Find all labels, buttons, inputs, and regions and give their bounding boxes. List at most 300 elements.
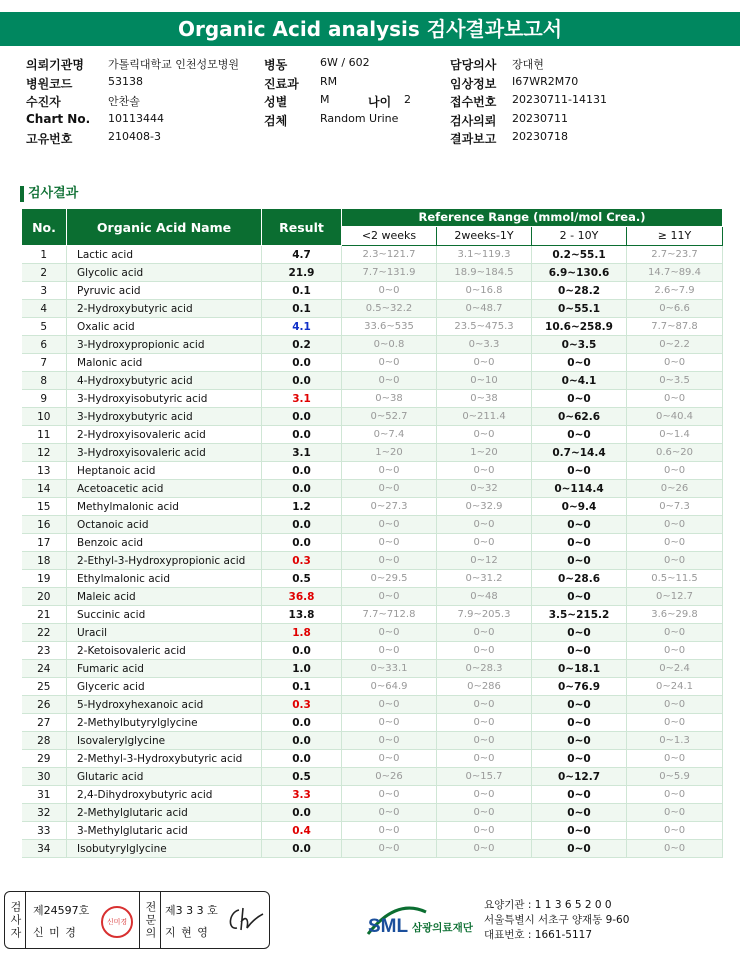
range-11y-plus: 0~24.1 — [627, 678, 723, 696]
range-2weeks-1y: 0~0 — [437, 462, 532, 480]
row-number: 16 — [22, 516, 67, 534]
range-2-10y: 0.7~14.4 — [532, 444, 627, 462]
dept-label: 진료과 — [264, 76, 299, 91]
result-value: 0.0 — [262, 732, 342, 750]
row-number: 6 — [22, 336, 67, 354]
result-rows — [22, 246, 723, 858]
range-11y-plus: 0~0 — [627, 804, 723, 822]
table-row — [22, 516, 723, 534]
acid-name: 2-Hydroxybutyric acid — [67, 300, 262, 318]
range-11y-plus: 0.6~20 — [627, 444, 723, 462]
row-number: 33 — [22, 822, 67, 840]
result-value: 0.0 — [262, 534, 342, 552]
acid-name: Oxalic acid — [67, 318, 262, 336]
table-row — [22, 282, 723, 300]
ward-value: 6W / 602 — [320, 56, 370, 69]
range-2-10y: 0~0 — [532, 696, 627, 714]
acid-name: Benzoic acid — [67, 534, 262, 552]
result-value: 0.3 — [262, 552, 342, 570]
lab-phone: 대표번호 : 1661-5117 — [484, 929, 593, 941]
range-11y-plus: 14.7~89.4 — [627, 264, 723, 282]
range-under-2-weeks: 0~0 — [342, 840, 437, 858]
range-11y-plus: 0~0 — [627, 714, 723, 732]
row-number: 23 — [22, 642, 67, 660]
header-2weeks-1y: 2weeks-1Y — [437, 226, 532, 245]
header-2-10y: 2 - 10Y — [532, 226, 627, 245]
range-2-10y: 0~0 — [532, 714, 627, 732]
range-11y-plus: 0~2.2 — [627, 336, 723, 354]
range-11y-plus: 0~0 — [627, 822, 723, 840]
range-2weeks-1y: 0~16.8 — [437, 282, 532, 300]
table-row — [22, 426, 723, 444]
result-value: 21.9 — [262, 264, 342, 282]
table-row — [22, 840, 723, 858]
chart-label: Chart No. — [26, 111, 91, 126]
range-11y-plus: 0~0 — [627, 534, 723, 552]
range-under-2-weeks: 0~0 — [342, 750, 437, 768]
table-row — [22, 552, 723, 570]
range-2-10y: 6.9~130.6 — [532, 264, 627, 282]
institution-code: 요양기관 : 1 1 3 6 5 2 0 0 — [484, 899, 612, 911]
range-11y-plus: 0.5~11.5 — [627, 570, 723, 588]
range-11y-plus: 0~26 — [627, 480, 723, 498]
acid-name: 2-Hydroxyisovaleric acid — [67, 426, 262, 444]
range-2weeks-1y: 0~32.9 — [437, 498, 532, 516]
report-title: Organic Acid analysis 검사결과보고서 — [0, 12, 740, 46]
acid-name: Fumaric acid — [67, 660, 262, 678]
table-row — [22, 822, 723, 840]
range-2weeks-1y: 0~38 — [437, 390, 532, 408]
range-2weeks-1y: 0~0 — [437, 642, 532, 660]
range-2-10y: 0~114.4 — [532, 480, 627, 498]
range-11y-plus: 0~6.6 — [627, 300, 723, 318]
range-under-2-weeks: 0~0 — [342, 534, 437, 552]
result-value: 0.0 — [262, 516, 342, 534]
table-row — [22, 588, 723, 606]
result-value: 3.1 — [262, 390, 342, 408]
range-2weeks-1y: 0~48 — [437, 588, 532, 606]
range-2-10y: 0~0 — [532, 534, 627, 552]
range-2-10y: 0~0 — [532, 462, 627, 480]
range-under-2-weeks: 0~0 — [342, 462, 437, 480]
range-2-10y: 0~0 — [532, 822, 627, 840]
range-2weeks-1y: 0~0 — [437, 714, 532, 732]
range-11y-plus: 0~0 — [627, 624, 723, 642]
request-label: 검사의뢰 — [450, 113, 497, 128]
range-under-2-weeks: 1~20 — [342, 444, 437, 462]
range-2weeks-1y: 0~28.3 — [437, 660, 532, 678]
code-label: 병원코드 — [26, 76, 73, 91]
signature-icon — [225, 904, 265, 936]
range-under-2-weeks: 0~0 — [342, 696, 437, 714]
acid-name: Pyruvic acid — [67, 282, 262, 300]
row-number: 1 — [22, 246, 67, 264]
code-value: 53138 — [108, 74, 143, 88]
header-11y-plus: ≥ 11Y — [627, 226, 723, 245]
patient-info — [26, 56, 726, 149]
range-2weeks-1y: 7.9~205.3 — [437, 606, 532, 624]
range-2-10y: 0~28.6 — [532, 570, 627, 588]
range-11y-plus: 0~0 — [627, 642, 723, 660]
name-value: 안찬솔 — [108, 95, 140, 108]
info-row-3 — [26, 93, 726, 112]
ward-label: 병동 — [264, 58, 288, 72]
table-row — [22, 498, 723, 516]
range-under-2-weeks: 0~26 — [342, 768, 437, 786]
row-number: 9 — [22, 390, 67, 408]
header-no: No. — [22, 209, 67, 246]
range-11y-plus: 0~2.4 — [627, 660, 723, 678]
range-under-2-weeks: 0~29.5 — [342, 570, 437, 588]
row-number: 17 — [22, 534, 67, 552]
hospital-label: 의뢰기관명 — [26, 58, 84, 72]
range-under-2-weeks: 0~7.4 — [342, 426, 437, 444]
report-value: 20230718 — [512, 130, 568, 143]
row-number: 11 — [22, 426, 67, 444]
range-under-2-weeks: 0~0 — [342, 786, 437, 804]
table-row — [22, 480, 723, 498]
range-2weeks-1y: 3.1~119.3 — [437, 246, 532, 264]
info-row-5 — [26, 130, 726, 149]
acid-name: 5-Hydroxyhexanoic acid — [67, 696, 262, 714]
range-11y-plus: 0~0 — [627, 552, 723, 570]
range-2-10y: 0~0 — [532, 588, 627, 606]
table-row — [22, 534, 723, 552]
header-under-2-weeks: <2 weeks — [342, 226, 437, 245]
table-row — [22, 696, 723, 714]
acid-name: 2-Methyl-3-Hydroxybutyric acid — [67, 750, 262, 768]
range-2-10y: 0~0 — [532, 840, 627, 858]
acid-name: Lactic acid — [67, 246, 262, 264]
range-2weeks-1y: 0~48.7 — [437, 300, 532, 318]
range-2weeks-1y: 23.5~475.3 — [437, 318, 532, 336]
range-2weeks-1y: 0~0 — [437, 822, 532, 840]
dept-value: RM — [320, 74, 338, 88]
hospital-value: 가톨릭대학교 인천성모병원 — [108, 58, 240, 71]
range-2weeks-1y: 0~0 — [437, 354, 532, 372]
range-under-2-weeks: 0~0 — [342, 732, 437, 750]
acid-name: Acetoacetic acid — [67, 480, 262, 498]
range-under-2-weeks: 0~0 — [342, 714, 437, 732]
tester-seal — [101, 906, 133, 938]
table-row — [22, 390, 723, 408]
specimen-label: 검체 — [264, 113, 288, 128]
result-value: 0.1 — [262, 300, 342, 318]
result-value: 0.0 — [262, 462, 342, 480]
result-value: 13.8 — [262, 606, 342, 624]
acid-name: 2,4-Dihydroxybutyric acid — [67, 786, 262, 804]
acid-name: 3-Hydroxypropionic acid — [67, 336, 262, 354]
range-11y-plus: 7.7~87.8 — [627, 318, 723, 336]
sml-logo-icon — [366, 904, 486, 940]
name-label: 수진자 — [26, 95, 61, 109]
table-row — [22, 444, 723, 462]
result-value: 0.0 — [262, 714, 342, 732]
range-2-10y: 0~12.7 — [532, 768, 627, 786]
row-number: 25 — [22, 678, 67, 696]
range-2-10y: 0~62.6 — [532, 408, 627, 426]
range-under-2-weeks: 7.7~131.9 — [342, 264, 437, 282]
result-value: 0.0 — [262, 408, 342, 426]
acid-name: Octanoic acid — [67, 516, 262, 534]
acid-name: Ethylmalonic acid — [67, 570, 262, 588]
range-2weeks-1y: 0~10 — [437, 372, 532, 390]
acid-name: 2-Methylglutaric acid — [67, 804, 262, 822]
header-name: Organic Acid Name — [67, 209, 262, 246]
range-11y-plus: 0~1.3 — [627, 732, 723, 750]
acid-name: Uracil — [67, 624, 262, 642]
range-2-10y: 0~0 — [532, 642, 627, 660]
result-value: 4.1 — [262, 318, 342, 336]
range-2-10y: 0~0 — [532, 390, 627, 408]
range-2weeks-1y: 0~3.3 — [437, 336, 532, 354]
row-number: 22 — [22, 624, 67, 642]
range-2weeks-1y: 0~0 — [437, 426, 532, 444]
range-under-2-weeks: 0.5~32.2 — [342, 300, 437, 318]
clinical-value: I67WR2M70 — [512, 74, 579, 88]
range-2weeks-1y: 1~20 — [437, 444, 532, 462]
acid-name: Glutaric acid — [67, 768, 262, 786]
row-number: 21 — [22, 606, 67, 624]
sex-label: 성별 — [264, 95, 288, 109]
range-under-2-weeks: 0~0 — [342, 822, 437, 840]
table-row — [22, 318, 723, 336]
range-under-2-weeks: 0~0 — [342, 588, 437, 606]
range-2-10y: 0~0 — [532, 804, 627, 822]
acid-name: 2-Methylbutyrylglycine — [67, 714, 262, 732]
table-row — [22, 714, 723, 732]
table-row — [22, 678, 723, 696]
range-11y-plus: 0~0 — [627, 786, 723, 804]
row-number: 24 — [22, 660, 67, 678]
table-row — [22, 336, 723, 354]
lab-address-block — [484, 898, 629, 943]
range-2weeks-1y: 0~0 — [437, 732, 532, 750]
info-row-2 — [26, 75, 726, 94]
sml-logo-text: SML — [368, 916, 409, 937]
table-row — [22, 300, 723, 318]
table-row — [22, 354, 723, 372]
table-row — [22, 804, 723, 822]
row-number: 10 — [22, 408, 67, 426]
lab-name: 삼광의료재단 — [412, 922, 473, 934]
range-under-2-weeks: 0~0 — [342, 642, 437, 660]
range-under-2-weeks: 0~0 — [342, 372, 437, 390]
row-number: 32 — [22, 804, 67, 822]
result-value: 0.0 — [262, 642, 342, 660]
result-value: 0.0 — [262, 804, 342, 822]
acid-name: Malonic acid — [67, 354, 262, 372]
result-value: 3.1 — [262, 444, 342, 462]
range-under-2-weeks: 2.3~121.7 — [342, 246, 437, 264]
result-value: 1.8 — [262, 624, 342, 642]
result-value: 0.4 — [262, 822, 342, 840]
range-under-2-weeks: 0~0 — [342, 354, 437, 372]
tester-seal-text: 신미경 — [106, 917, 128, 926]
result-value: 3.3 — [262, 786, 342, 804]
range-11y-plus: 0~7.3 — [627, 498, 723, 516]
range-2-10y: 0~18.1 — [532, 660, 627, 678]
range-2-10y: 0~28.2 — [532, 282, 627, 300]
range-2-10y: 0~0 — [532, 732, 627, 750]
table-row — [22, 768, 723, 786]
range-2weeks-1y: 0~0 — [437, 786, 532, 804]
clinical-label: 임상정보 — [450, 76, 497, 91]
table-row — [22, 786, 723, 804]
info-row-1 — [26, 56, 726, 75]
sex-value: M — [320, 93, 330, 106]
range-under-2-weeks: 33.6~535 — [342, 318, 437, 336]
range-11y-plus: 0~40.4 — [627, 408, 723, 426]
row-number: 20 — [22, 588, 67, 606]
range-11y-plus: 0~12.7 — [627, 588, 723, 606]
table-row — [22, 732, 723, 750]
range-11y-plus: 0~3.5 — [627, 372, 723, 390]
table-row — [22, 462, 723, 480]
age-value: 2 — [404, 93, 411, 106]
range-under-2-weeks: 0~38 — [342, 390, 437, 408]
range-2weeks-1y: 0~0 — [437, 840, 532, 858]
range-2-10y: 10.6~258.9 — [532, 318, 627, 336]
tester-name: 신 미 경 — [33, 926, 77, 939]
acid-name: 2-Ethyl-3-Hydroxypropionic acid — [67, 552, 262, 570]
row-number: 12 — [22, 444, 67, 462]
acid-name: 3-Hydroxyisobutyric acid — [67, 390, 262, 408]
result-value: 0.0 — [262, 840, 342, 858]
row-number: 7 — [22, 354, 67, 372]
range-2weeks-1y: 18.9~184.5 — [437, 264, 532, 282]
age-label: 나이 — [368, 95, 392, 109]
row-number: 27 — [22, 714, 67, 732]
row-number: 4 — [22, 300, 67, 318]
range-11y-plus: 0~0 — [627, 696, 723, 714]
range-11y-plus: 0~0 — [627, 390, 723, 408]
result-value: 0.0 — [262, 750, 342, 768]
result-value: 0.1 — [262, 678, 342, 696]
specimen-value: Random Urine — [320, 111, 399, 125]
range-2-10y: 0~0 — [532, 516, 627, 534]
row-number: 13 — [22, 462, 67, 480]
result-value: 0.0 — [262, 372, 342, 390]
unique-value: 210408-3 — [108, 130, 161, 143]
row-number: 34 — [22, 840, 67, 858]
table-row — [22, 264, 723, 282]
range-under-2-weeks: 0~64.9 — [342, 678, 437, 696]
range-2-10y: 0.2~55.1 — [532, 246, 627, 264]
range-2weeks-1y: 0~0 — [437, 750, 532, 768]
range-2-10y: 0~0 — [532, 624, 627, 642]
specialist-label: 전문의 — [139, 892, 161, 948]
tester-label: 검사자 — [5, 892, 26, 948]
range-under-2-weeks: 0~0 — [342, 624, 437, 642]
range-2-10y: 0~0 — [532, 426, 627, 444]
range-2weeks-1y: 0~211.4 — [437, 408, 532, 426]
header-result: Result — [262, 209, 342, 246]
result-value: 0.0 — [262, 426, 342, 444]
range-2-10y: 0~4.1 — [532, 372, 627, 390]
specialist-name: 지 현 영 — [165, 926, 209, 939]
result-table — [21, 208, 723, 858]
sml-logo — [366, 904, 486, 940]
acid-name: 2-Ketoisovaleric acid — [67, 642, 262, 660]
range-under-2-weeks: 7.7~712.8 — [342, 606, 437, 624]
result-value: 36.8 — [262, 588, 342, 606]
range-under-2-weeks: 0~0 — [342, 282, 437, 300]
range-under-2-weeks: 0~0 — [342, 804, 437, 822]
range-under-2-weeks: 0~0.8 — [342, 336, 437, 354]
section-title: 검사결과 — [20, 186, 78, 202]
acid-name: Maleic acid — [67, 588, 262, 606]
row-number: 5 — [22, 318, 67, 336]
acid-name: 3-Hydroxybutyric acid — [67, 408, 262, 426]
request-value: 20230711 — [512, 111, 568, 125]
header-reference-range: Reference Range (mmol/mol Crea.) — [342, 209, 723, 227]
row-number: 2 — [22, 264, 67, 282]
range-11y-plus: 0~0 — [627, 840, 723, 858]
range-2-10y: 0~76.9 — [532, 678, 627, 696]
range-2weeks-1y: 0~0 — [437, 624, 532, 642]
row-number: 31 — [22, 786, 67, 804]
info-row-4 — [26, 112, 726, 131]
row-number: 29 — [22, 750, 67, 768]
range-11y-plus: 0~5.9 — [627, 768, 723, 786]
result-value: 0.0 — [262, 480, 342, 498]
chart-value: 10113444 — [108, 111, 164, 125]
range-2-10y: 0~55.1 — [532, 300, 627, 318]
tester-number: 제24597호 — [33, 904, 90, 917]
range-11y-plus: 0~0 — [627, 516, 723, 534]
row-number: 26 — [22, 696, 67, 714]
report-label: 결과보고 — [450, 132, 497, 146]
specialist-number: 제3 3 3 호 — [165, 904, 218, 917]
range-under-2-weeks: 0~0 — [342, 516, 437, 534]
range-2-10y: 0~0 — [532, 354, 627, 372]
receipt-label: 접수번호 — [450, 95, 497, 109]
result-value: 0.1 — [262, 282, 342, 300]
table-row — [22, 660, 723, 678]
range-2weeks-1y: 0~15.7 — [437, 768, 532, 786]
range-2-10y: 3.5~215.2 — [532, 606, 627, 624]
row-number: 18 — [22, 552, 67, 570]
range-under-2-weeks: 0~27.3 — [342, 498, 437, 516]
range-2weeks-1y: 0~12 — [437, 552, 532, 570]
result-value: 0.2 — [262, 336, 342, 354]
range-under-2-weeks: 0~0 — [342, 480, 437, 498]
range-under-2-weeks: 0~33.1 — [342, 660, 437, 678]
doctor-value: 장대현 — [512, 58, 544, 71]
range-11y-plus: 2.7~23.7 — [627, 246, 723, 264]
result-value: 0.3 — [262, 696, 342, 714]
range-2weeks-1y: 0~286 — [437, 678, 532, 696]
acid-name: Heptanoic acid — [67, 462, 262, 480]
table-row — [22, 750, 723, 768]
range-2weeks-1y: 0~0 — [437, 804, 532, 822]
row-number: 3 — [22, 282, 67, 300]
range-11y-plus: 2.6~7.9 — [627, 282, 723, 300]
receipt-value: 20230711-14131 — [512, 93, 607, 106]
range-2-10y: 0~0 — [532, 786, 627, 804]
row-number: 15 — [22, 498, 67, 516]
acid-name: 3-Hydroxyisovaleric acid — [67, 444, 262, 462]
row-number: 30 — [22, 768, 67, 786]
doctor-label: 담당의사 — [450, 58, 497, 72]
acid-name: Succinic acid — [67, 606, 262, 624]
range-11y-plus: 0~0 — [627, 750, 723, 768]
table-row — [22, 570, 723, 588]
range-2-10y: 0~0 — [532, 552, 627, 570]
row-number: 8 — [22, 372, 67, 390]
result-value: 1.0 — [262, 660, 342, 678]
